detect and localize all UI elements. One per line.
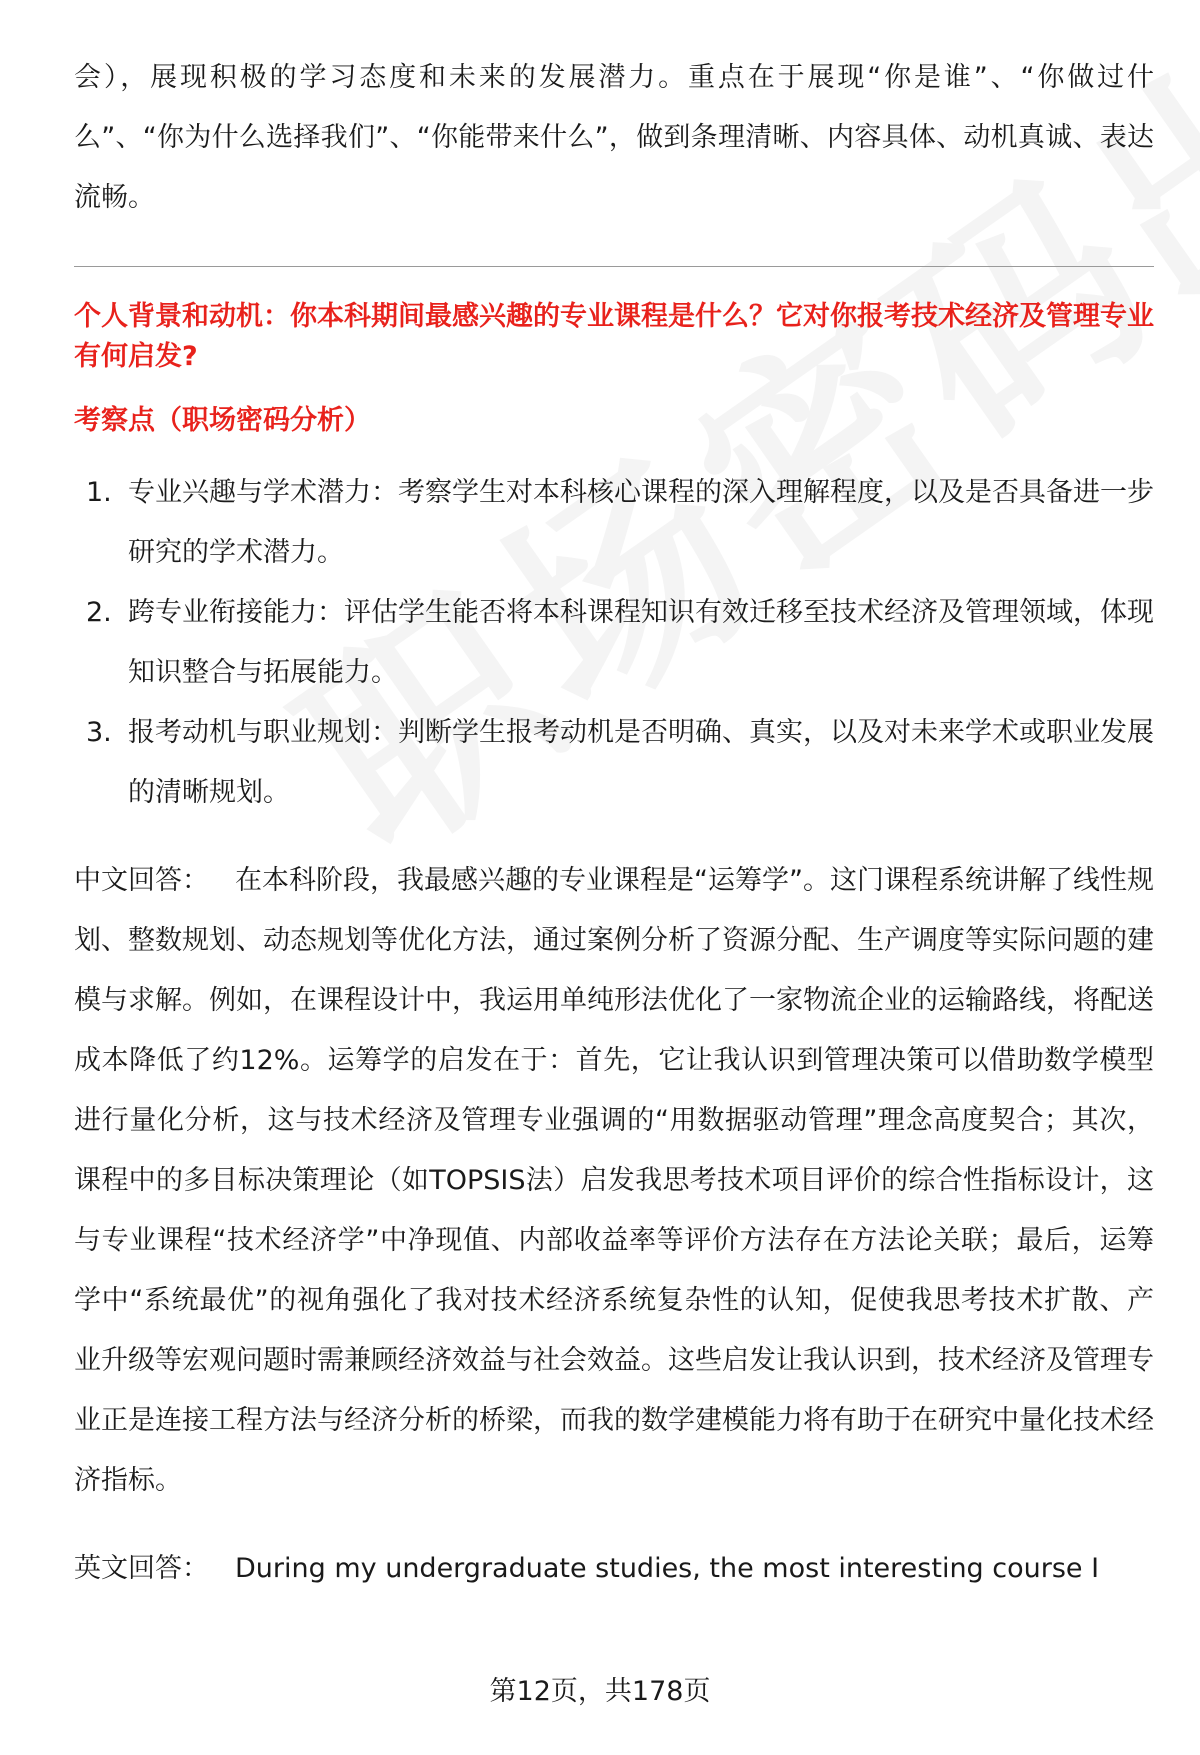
english-answer-text: During my undergraduate studies, the most interesting course I (235, 1553, 1100, 1584)
assessment-heading: 考察点（职场密码分析） (74, 405, 371, 436)
english-answer (74, 1539, 1154, 1599)
question-heading: 个人背景和动机：你本科期间最感兴趣的专业课程是什么？它对你报考技术经济及管理专业有何启发? (74, 301, 1154, 372)
chinese-answer-text: 在本科阶段，我最感兴趣的专业课程是“运筹学”。这门课程系统讲解了线性规划、整数规划、动态规划等优化方法，通过案例分析了资源分配、生产调度等实际问题的建模与求解。例如，在课程设计中，我运用单纯形法优化了一家物流企业的运输路线，将配送成本降低了约12%。运筹学的启发在于：首先，它让我认识到管理决策可以借助数学模型进行量化分析，这与技术经济及管理专业强调的“用数据驱动管理”理念高度契合；其次，课程中的多目标决策理论（如TOPSIS法）启发我思考技术项目评价的综合性指标设计，这与专业课程“技术经济学”中净现值、内部收益率等评价方法存在方法论关联；最后，运筹学中“系统最优”的视角强化了我对技术经济系统复杂性的认知，促使我思考技术扩散、产业升级等宏观问题时需兼顾经济效益与社会效益。这些启发让我认识到，技术经济及管理专业正是连接工程方法与经济分析的桥梁，而我的数学建模能力将有助于在研究中量化技术经济指标。 (74, 865, 1155, 1496)
page-footer: 第12页，共178页 (489, 1676, 711, 1707)
document-page (74, 48, 1154, 1599)
intro-paragraph: 会），展现积极的学习态度和未来的发展潜力。重点在于展现“你是谁”、“你做过什么”、“你为什么选择我们”、“你能带来什么”，做到条理清晰、内容具体、动机真诚、表达流畅。 (74, 62, 1154, 213)
list-text: 报考动机与职业规划：判断学生报考动机是否明确、真实，以及对未来学术或职业发展的清晰规划。 (128, 717, 1154, 808)
list-item (74, 703, 1154, 823)
list-number: 1. (86, 477, 112, 508)
list-number: 2. (86, 597, 112, 628)
list-number: 3. (86, 717, 112, 748)
list-item (74, 583, 1154, 703)
list-text: 专业兴趣与学术潜力：考察学生对本科核心课程的深入理解程度，以及是否具备进一步研究的学术潜力。 (128, 477, 1154, 568)
list-item (74, 463, 1154, 583)
chinese-answer-label: 中文回答： (74, 865, 210, 896)
section-divider (74, 266, 1154, 267)
chinese-answer (74, 851, 1154, 1511)
english-answer-label: 英文回答： (74, 1553, 209, 1584)
list-text: 跨专业衔接能力：评估学生能否将本科课程知识有效迁移至技术经济及管理领域，体现知识整合与拓展能力。 (128, 597, 1154, 688)
assessment-list (74, 463, 1154, 823)
